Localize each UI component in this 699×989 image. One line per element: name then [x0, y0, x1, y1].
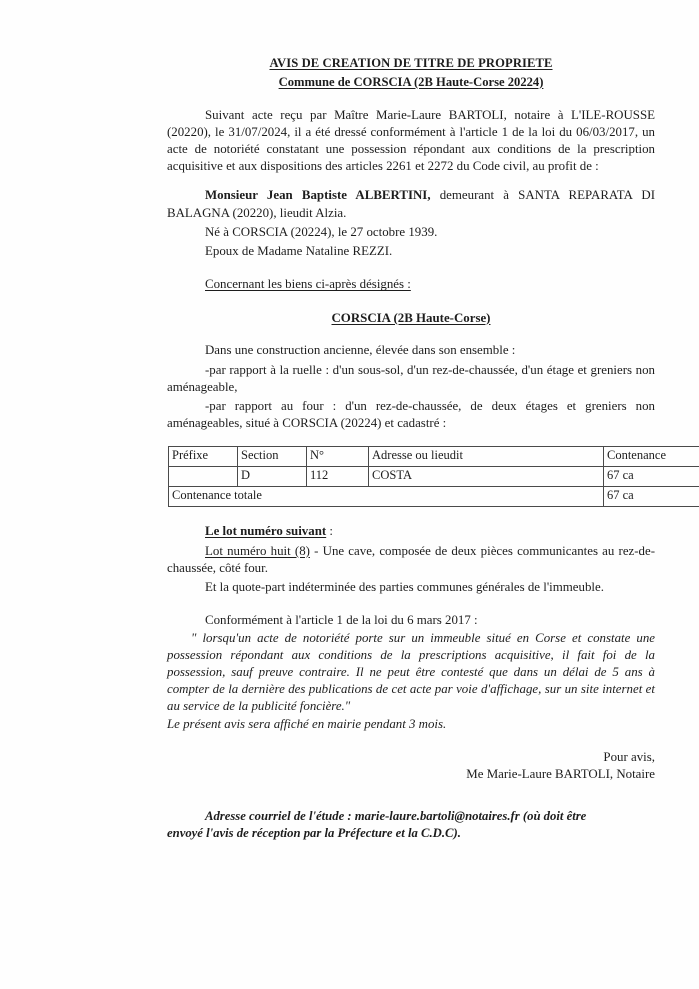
header-prefixe: Préfixe — [169, 447, 238, 467]
signature-line-1: Pour avis, — [603, 749, 655, 764]
header-section: Section — [238, 447, 307, 467]
cadastre-table-wrap — [168, 446, 667, 507]
footer-contact-block — [167, 808, 655, 842]
lot-number: Lot numéro huit (8) — [205, 543, 310, 558]
lot-quote-part: Et la quote-part indéterminée des parties communes générales de l'immeuble. — [205, 580, 604, 595]
document-content — [167, 0, 667, 842]
total-label: Contenance totale — [169, 487, 604, 507]
page-title: AVIS DE CREATION DE TITRE DE PROPRIETE — [269, 56, 553, 70]
header-adresse: Adresse ou lieudit — [369, 447, 604, 467]
cell-numero: 112 — [307, 467, 369, 487]
document-title-block — [167, 55, 655, 91]
owner-block — [167, 187, 655, 221]
footer-recipient-line: envoyé l'avis de réception par la Préfecture et la C.D.C). — [167, 825, 461, 840]
table-row — [169, 467, 699, 487]
description-ruelle: -par rapport à la ruelle : d'un sous-sol, d'un rez-de-chaussée, d'un étage et greniers non aménageable, — [167, 362, 655, 394]
signature-block — [167, 749, 655, 784]
header-numero: N° — [307, 447, 369, 467]
commune-heading: CORSCIA (2B Haute-Corse) — [331, 310, 491, 325]
header-contenance: Contenance — [604, 447, 699, 467]
cell-contenance: 67 ca — [604, 467, 699, 487]
page-subtitle: Commune de CORSCIA (2B Haute-Corse 20224) — [278, 74, 544, 89]
goods-heading: Concernant les biens ci-après désignés : — [205, 277, 411, 292]
lot-heading: Le lot numéro suivant — [205, 524, 327, 539]
owner-name: Monsieur Jean Baptiste ALBERTINI, — [205, 188, 431, 203]
lot-description: - Une cave, composée de deux pièces communicantes au rez-de-chaussée, côté four. — [167, 543, 656, 575]
cadastre-table — [168, 446, 699, 507]
description-intro: Dans une construction ancienne, élevée dans son ensemble : — [205, 343, 516, 358]
lot-heading-wrap — [167, 523, 655, 540]
total-value: 67 ca — [604, 487, 699, 507]
intro-paragraph: Suivant acte reçu par Maître Marie-Laure BARTOLI, notaire à L'ILE-ROUSSE (20220), le 31/07/2024, il a été dressé conformément à l'article 1 de la loi du 06/03/2017, un acte de notoriété constatant une possession répondant aux conditions de la prescription acquisitive et aux dispositions des articles 2261 et 2272 du Code civil, au profit de : — [167, 107, 655, 174]
owner-spouse: Epoux de Madame Nataline REZZI. — [205, 244, 393, 259]
owner-address: demeurant à SANTA REPARATA DI BALAGNA (20220), lieudit Alzia. — [167, 188, 655, 220]
signature-line-2: Me Marie-Laure BARTOLI, Notaire — [466, 767, 655, 782]
table-header-row — [169, 447, 699, 467]
lot-description-wrap — [167, 543, 655, 577]
legal-intro: Conformément à l'article 1 de la loi du 6 mars 2017 : — [205, 613, 478, 628]
cell-prefixe — [169, 467, 238, 487]
display-notice: Le présent avis sera affiché en mairie pendant 3 mois. — [167, 716, 447, 731]
cell-adresse: COSTA — [369, 467, 604, 487]
footer-email-line: Adresse courriel de l'étude : marie-laure.bartoli@notaires.fr (où doit être — [205, 808, 587, 823]
goods-heading-wrap — [167, 276, 655, 293]
description-four: -par rapport au four : d'un rez-de-chaussée, de deux étages et greniers non aménageables, situé à CORSCIA (20224) et cadastré : — [167, 399, 655, 431]
owner-birth: Né à CORSCIA (20224), le 27 octobre 1939. — [205, 224, 438, 239]
legal-quote: " lorsqu'un acte de notoriété porte sur un immeuble situé en Corse et constate une possession répondant aux conditions de la prescriptions acquisitive, il fait foi de la possession, sauf preuve contraire. Il ne peut être contesté que dans un délai de 5 ans à compter de la dernière des publications de cet acte par voie d'affichage, sur un site internet et au service de la publicité foncière." — [167, 630, 655, 714]
cell-section: D — [238, 467, 307, 487]
lot-heading-suffix: : — [326, 524, 333, 539]
table-total-row — [169, 487, 699, 507]
